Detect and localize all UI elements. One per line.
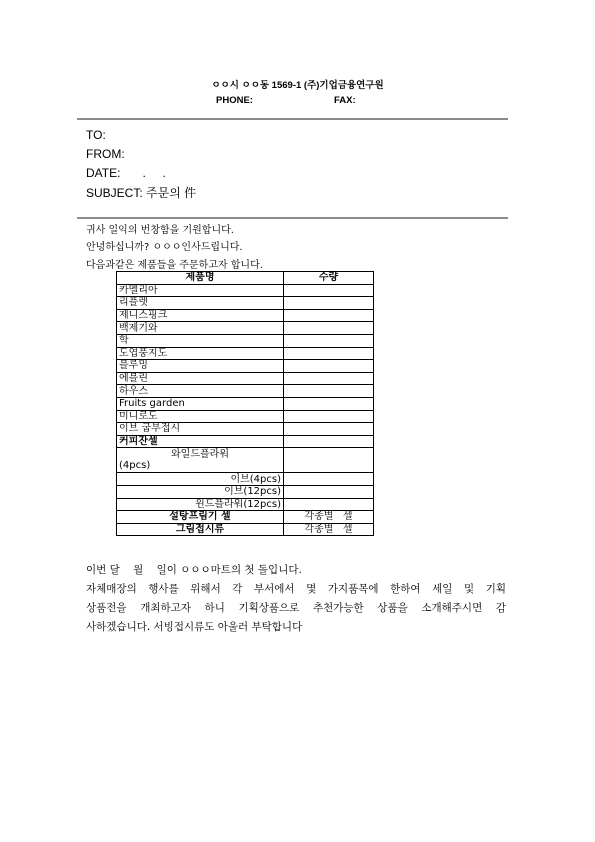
table-row (117, 284, 374, 297)
table-row (117, 485, 374, 498)
product-qty: 각종별 셀 (284, 511, 374, 524)
date-value: . . (142, 166, 166, 180)
product-qty (284, 397, 374, 410)
table-row (117, 435, 374, 448)
product-qty (284, 423, 374, 436)
product-name: 하우스 (117, 385, 284, 398)
product-name: 이브(4pcs) (117, 473, 284, 486)
phone-label: PHONE: (216, 95, 253, 106)
product-name: Fruits garden (117, 397, 284, 410)
product-category: 그림접시류 (117, 523, 284, 536)
product-qty (284, 309, 374, 322)
from-field: FROM: (86, 147, 125, 161)
product-qty (284, 334, 374, 347)
closing-paragraph (86, 561, 506, 637)
product-qty (284, 297, 374, 310)
table-row (117, 372, 374, 385)
table-row (117, 498, 374, 511)
product-name: 학 (117, 334, 284, 347)
product-name-line2: (4pcs) (119, 460, 151, 472)
product-qty (284, 385, 374, 398)
product-qty (284, 372, 374, 385)
table-row (117, 297, 374, 310)
closing-line: 자체매장의 행사를 위해서 각 부서에서 몇 가지품목에 한하여 세일 및 기획 (86, 583, 506, 595)
table-row (117, 360, 374, 373)
product-name: 제니스핑크 (117, 309, 284, 322)
product-qty (284, 448, 374, 473)
product-name (117, 448, 284, 473)
to-field: TO: (86, 128, 106, 142)
product-qty (284, 410, 374, 423)
product-name: 윈드플라워(12pcs) (117, 498, 284, 511)
product-qty (284, 485, 374, 498)
table-row (117, 334, 374, 347)
table-row (117, 309, 374, 322)
fax-label: FAX: (334, 95, 356, 106)
table-row (117, 423, 374, 436)
date-label: DATE: (86, 166, 121, 180)
body-divider (77, 217, 508, 219)
table-header-row (117, 272, 374, 285)
sender-address: ㅇㅇ시 ㅇㅇ동 1569-1 (주)기업금융연구원 (211, 80, 384, 91)
table-row (117, 385, 374, 398)
quantity-header: 수량 (284, 272, 374, 285)
product-qty (284, 322, 374, 335)
product-name: 리플렛 (117, 297, 284, 310)
order-table (116, 271, 374, 536)
subject-field: SUBJECT: 주문의 件 (86, 186, 197, 200)
table-row (117, 511, 374, 524)
product-qty (284, 284, 374, 297)
product-category: 커피잔셀 (117, 435, 284, 448)
table-row (117, 473, 374, 486)
product-name: 이브 굽부접시 (117, 423, 284, 436)
product-name: 블루밍 (117, 360, 284, 373)
product-qty (284, 347, 374, 360)
table-row (117, 448, 374, 473)
product-category: 설탕프림기 셀 (117, 511, 284, 524)
product-name: 카멜리아 (117, 284, 284, 297)
table-row (117, 347, 374, 360)
product-name: 에블린 (117, 372, 284, 385)
table-row (117, 410, 374, 423)
header-divider (77, 118, 508, 120)
closing-line: 이번 달 월 일이 ㅇㅇㅇ마트의 첫 돌입니다. (86, 564, 302, 576)
product-name: 백제기와 (117, 322, 284, 335)
hello-line: 안녕하십니까? ㅇㅇㅇ인사드립니다. (86, 242, 243, 253)
product-name-header: 제품명 (117, 272, 284, 285)
product-name: 미니로도 (117, 410, 284, 423)
table-row (117, 397, 374, 410)
product-qty (284, 498, 374, 511)
product-name: 도엽풍지도 (117, 347, 284, 360)
closing-line: 사하겠습니다. 서빙접시류도 아울러 부탁합니다 (86, 621, 303, 633)
product-qty: 각종별 셀 (284, 523, 374, 536)
table-row (117, 322, 374, 335)
date-field (86, 166, 166, 180)
table-row (117, 523, 374, 536)
closing-line: 상품전을 개최하고자 하니 기획상품으로 추천가능한 상품을 소개해주시면 감 (86, 602, 506, 614)
product-name: 이브(12pcs) (117, 485, 284, 498)
product-qty (284, 360, 374, 373)
order-intro-line: 다음과같은 제품들을 주문하고자 합니다. (86, 260, 263, 271)
greeting-line: 귀사 일익의 번창함을 기원합니다. (86, 225, 234, 236)
product-name-line1: 와일드플라워 (171, 449, 229, 461)
product-qty (284, 435, 374, 448)
product-qty (284, 473, 374, 486)
